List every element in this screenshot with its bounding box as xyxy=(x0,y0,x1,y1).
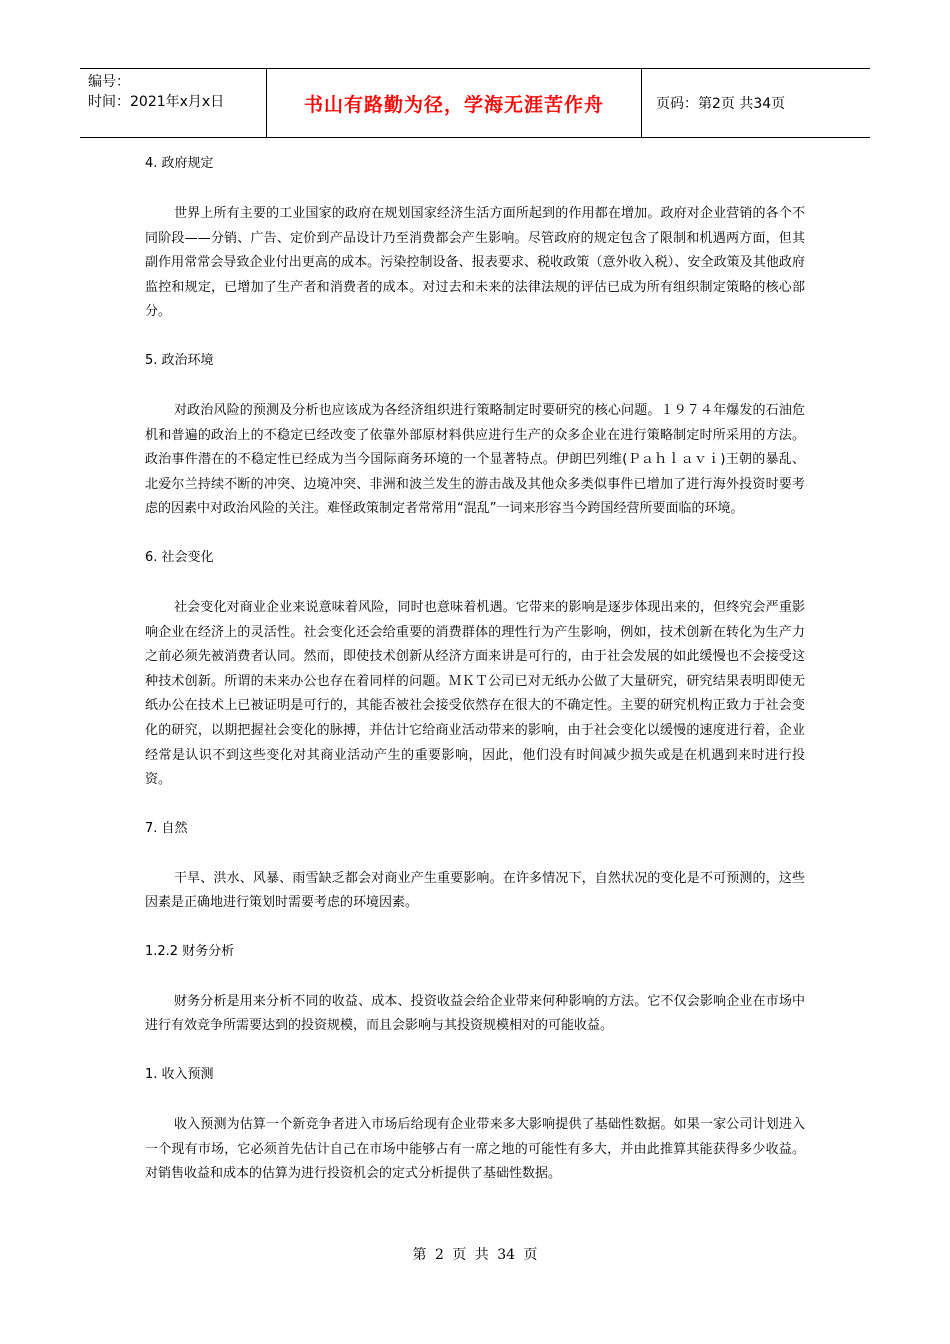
header-motto: 书山有路勤为径，学海无涯苦作舟 xyxy=(266,69,642,137)
section-heading: 4. 政府规定 xyxy=(145,156,214,171)
section-heading: 5. 政治环境 xyxy=(145,352,214,368)
section-heading: 1. 收入预测 xyxy=(145,1067,214,1083)
section-paragraph: 社会变化对商业企业来说意味着风险，同时也意味着机遇。它带来的影响是逐步体现出来的，但终究会严重影响企业在经济上的灵活性。社会变化还会给重要的消费群体的理性行为产生影响，例如，技术创新在转化为生产力之前必须先被消费者认同。然而，即使技术创新从经济方面来讲是可行的，由于社会发展的如此缓慢也不会接受这种技术创新。所谓的未来办公也存在着同样的问题。ＭＫＴ公司已对无纸办公做了大量研究，研究结果表明即使无纸办公在技术上已被证明是可行的，其能否被社会接受依然存在很大的不确定性。主要的研究机构正致力于社会变化的研究，以期把握社会变化的脉搏，并估计它给商业活动带来的影响，由于社会变化以缓慢的速度进行着，企业经常是认识不到这些变化对其商业活动产生的重要影响，因此，他们没有时间减少损失或是在机遇到来时进行投资。 xyxy=(145,599,805,788)
section-heading: 1.2.2 财务分析 xyxy=(145,943,235,959)
section-heading: 7. 自然 xyxy=(145,820,188,836)
section-paragraph: 干旱、洪水、风暴、雨雪缺乏都会对商业产生重要影响。在许多情况下，自然状况的变化是不可预测的，这些因素是正确地进行策划时需要考虑的环境因素。 xyxy=(145,870,805,911)
section-heading: 6. 社会变化 xyxy=(145,549,214,565)
document-number-label: 编号： xyxy=(88,74,130,90)
header-page-code: 页码：第2页 共34页 xyxy=(656,96,786,112)
section-paragraph: 对政治风险的预测及分析也应该成为各经济组织进行策略制定时要研究的核心问题。１９７４年爆发的石油危机和普遍的政治上的不稳定已经改变了依靠外部原材料供应进行生产的众多企业在进行策略制定时所采用的方法。政治事件潜在的不稳定性已经成为当今国际商务环境的一个显著特点。伊朗巴列维(Ｐａｈｌａｖｉ)王朝的暴乱、北爱尔兰持续不断的冲突、边境冲突、非洲和波兰发生的游击战及其他众多类似事件已增加了进行海外投资时要考虑的因素中对政治风险的关注。难怪政策制定者常常用“混乱”一词来形容当今跨国经营所要面临的环境。 xyxy=(145,402,805,517)
header-meta xyxy=(80,69,266,137)
document-body xyxy=(145,152,805,1187)
section-paragraph: 世界上所有主要的工业国家的政府在规划国家经济生活方面所起到的作用都在增加。政府对企业营销的各个不同阶段——分销、广告、定价到产品设计乃至消费都会产生影响。尽管政府的规定包含了限制和机遇两方面，但其副作用常常会导致企业付出更高的成本。污染控制设备、报表要求、税收政策（意外收入税）、安全政策及其他政府监控和规定，已增加了生产者和消费者的成本。对过去和未来的法律法规的评估已成为所有组织制定策略的核心部分。 xyxy=(145,206,805,320)
page-footer: 第 2 页 共 34 页 xyxy=(412,1247,538,1263)
section-paragraph: 财务分析是用来分析不同的收益、成本、投资收益会给企业带来何种影响的方法。它不仅会影响企业在市场中进行有效竞争所需要达到的投资规模，而且会影响与其投资规模相对的可能收益。 xyxy=(145,993,805,1034)
section-paragraph: 收入预测为估算一个新竞争者进入市场后给现有企业带来多大影响提供了基础性数据。如果一家公司计划进入一个现有市场，它必须首先估计自己在市场中能够占有一席之地的可能性有多大，并由此推算其能获得多少收益。对销售收益和成本的估算为进行投资机会的定式分析提供了基础性数据。 xyxy=(145,1117,805,1182)
page-header xyxy=(80,68,870,138)
document-date: 时间：2021年x月x日 xyxy=(88,94,225,110)
